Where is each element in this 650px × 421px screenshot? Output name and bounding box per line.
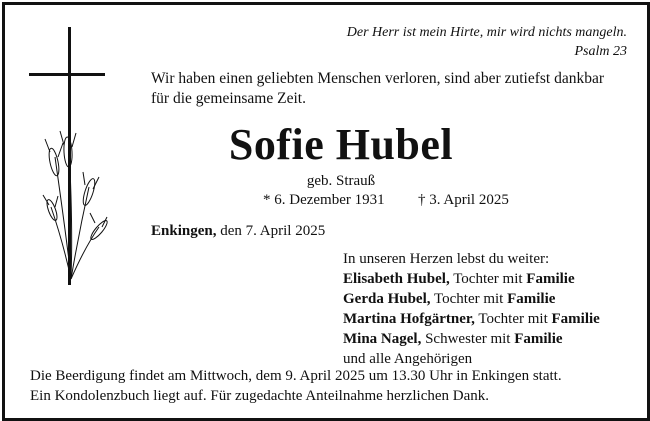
condolence-info: Ein Kondolenzbuch liegt auf. Für zugedachte Anteilnahme herzlichen Dank. bbox=[30, 388, 490, 404]
mourner-name: Gerda Hubel, bbox=[343, 291, 431, 307]
funeral-info: Die Beerdigung findet am Mittwoch, dem 9. April 2025 um 13.30 Uhr in Enkingen statt. bbox=[30, 368, 562, 384]
mourner-name: Elisabeth Hubel, bbox=[343, 271, 450, 287]
mourner-family: Familie bbox=[507, 291, 556, 307]
mourner-relation: Tochter mit bbox=[453, 271, 523, 287]
mourner-relation: Tochter mit bbox=[478, 311, 548, 327]
place-date bbox=[151, 223, 325, 240]
intro-text bbox=[151, 69, 604, 109]
birth-name: geb. Strauß bbox=[306, 173, 376, 189]
death-date: † 3. April 2025 bbox=[418, 192, 509, 208]
psalm-quote: Der Herr ist mein Hirte, mir wird nichts mangeln. bbox=[346, 25, 627, 40]
mourner-relation: Tochter mit bbox=[434, 291, 504, 307]
mourner-family: Familie bbox=[526, 271, 575, 287]
place: Enkingen, bbox=[151, 223, 217, 239]
mourners-heading: In unseren Herzen lebst du weiter: bbox=[343, 251, 550, 267]
date: den 7. April 2025 bbox=[220, 223, 326, 239]
mourners-closing: und alle Angehörigen bbox=[343, 351, 473, 367]
mourner-family: Familie bbox=[514, 331, 563, 347]
mourner-row bbox=[343, 289, 555, 309]
obituary-notice bbox=[2, 2, 650, 421]
intro-line-2: für die gemeinsame Zeit. bbox=[151, 90, 306, 107]
mourner-name: Martina Hofgärtner, bbox=[343, 311, 475, 327]
mourner-row bbox=[343, 329, 563, 349]
deceased-name: Sofie Hubel bbox=[228, 120, 454, 169]
psalm-reference: Psalm 23 bbox=[574, 44, 627, 59]
birth-date: * 6. Dezember 1931 bbox=[263, 192, 385, 208]
mourner-name: Mina Nagel, bbox=[343, 331, 422, 347]
mourner-relation: Schwester mit bbox=[425, 331, 511, 347]
mourner-row bbox=[343, 269, 575, 289]
intro-line-1: Wir haben einen geliebten Menschen verloren, sind aber zutiefst dankbar bbox=[151, 70, 605, 87]
mourner-family: Familie bbox=[551, 311, 600, 327]
mourner-row bbox=[343, 309, 600, 329]
